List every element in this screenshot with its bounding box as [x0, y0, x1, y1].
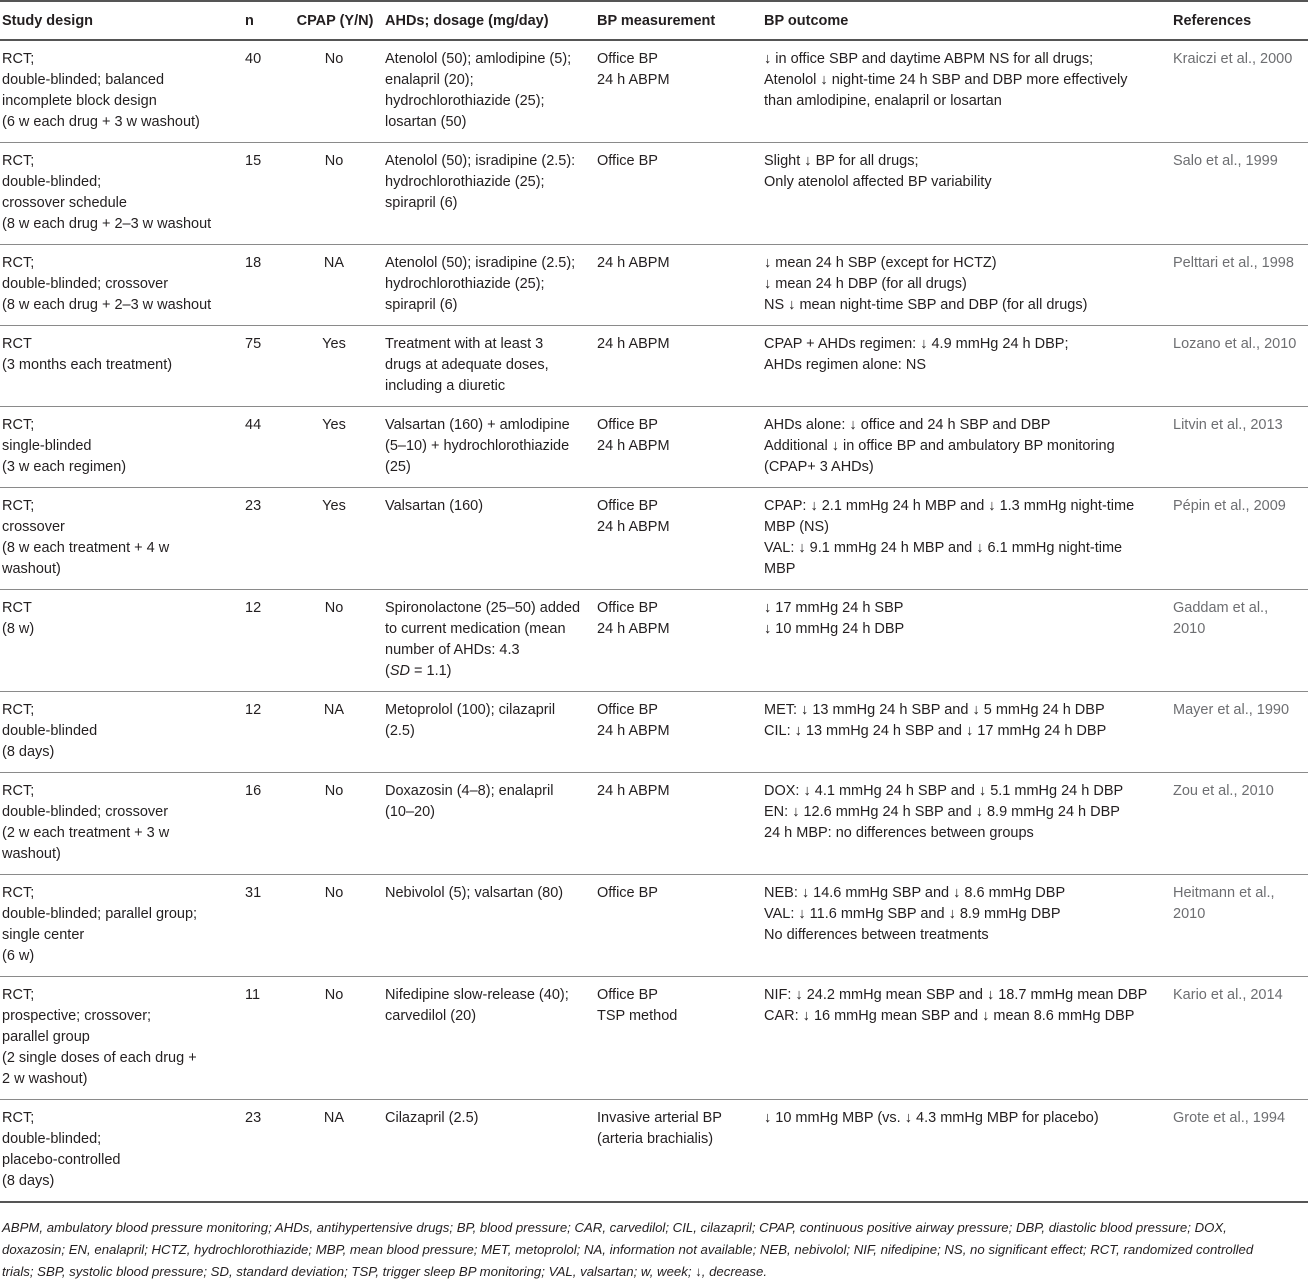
cell-ahds [383, 326, 595, 407]
table-row [0, 143, 1308, 245]
cell-line: 24 h ABPM [597, 255, 670, 271]
cell-line: Valsartan (160) [385, 498, 484, 514]
table-footnote [2, 1217, 1306, 1283]
cell-study-design [0, 692, 243, 773]
cell-line: single center [2, 927, 85, 943]
cell-cpap [285, 143, 383, 245]
header-cpap: CPAP (Y/N) [285, 1, 383, 40]
header-ahds: AHDs; dosage (mg/day) [383, 1, 595, 40]
cell-line: crossover [2, 519, 65, 535]
table-row [0, 773, 1308, 875]
cell-line: 40 [245, 51, 262, 67]
cell-line: RCT; [2, 987, 35, 1003]
cell-line: Grote et al., 1994 [1173, 1110, 1286, 1126]
cell-line: 24 h ABPM [597, 336, 670, 352]
cell-n [243, 773, 285, 875]
cell-line: 11 [245, 987, 261, 1003]
cell-line: NA [323, 255, 345, 271]
cell-line: RCT; [2, 498, 35, 514]
cell-bp-measurement [595, 590, 762, 692]
cell-line: ↓ in office SBP and daytime ABPM NS for all drugs; [764, 51, 1094, 67]
cell-study-design [0, 407, 243, 488]
cell-cpap [285, 40, 383, 143]
cell-line: ↓ 17 mmHg 24 h SBP [764, 600, 904, 616]
cell-line: 2010 [1173, 906, 1206, 922]
cell-line: Office BP [597, 417, 658, 433]
cell-n [243, 407, 285, 488]
cell-line: NEB: ↓ 14.6 mmHg SBP and ↓ 8.6 mmHg DBP [764, 885, 1066, 901]
cell-line: Nebivolol (5); valsartan (80) [385, 885, 564, 901]
cell-line: Treatment with at least 3 [385, 336, 544, 352]
cell-bp-measurement [595, 977, 762, 1100]
cell-line: Metoprolol (100); cilazapril [385, 702, 556, 718]
cell-line: RCT; [2, 885, 35, 901]
cell-line: (3 w each regimen) [2, 459, 127, 475]
cell-cpap [285, 407, 383, 488]
cell-line: VAL: ↓ 9.1 mmHg 24 h MBP and ↓ 6.1 mmHg night-time [764, 540, 1123, 556]
cell-bp-outcome [762, 977, 1171, 1100]
cell-line: Nifedipine slow-release (40); [385, 987, 569, 1003]
table-row [0, 245, 1308, 326]
cell-line: No [324, 987, 344, 1003]
cell-line: 75 [245, 336, 262, 352]
cell-line: 31 [245, 885, 262, 901]
cell-line: Yes [322, 498, 346, 514]
cell-cpap [285, 1100, 383, 1203]
cell-bp-outcome [762, 488, 1171, 590]
cell-bp-outcome [762, 773, 1171, 875]
cell-line: Atenolol (50); isradipine (2.5): [385, 153, 576, 169]
header-n: n [243, 1, 285, 40]
cell-line: Valsartan (160) + amlodipine [385, 417, 570, 433]
cell-line: 23 [245, 498, 262, 514]
cell-bp-outcome [762, 1100, 1171, 1203]
cell-bp-outcome [762, 590, 1171, 692]
cell-study-design [0, 488, 243, 590]
cell-reference [1171, 143, 1308, 245]
cell-line: (arteria brachialis) [597, 1131, 714, 1147]
cell-line: NIF: ↓ 24.2 mmHg mean SBP and ↓ 18.7 mmHg mean DBP [764, 987, 1148, 1003]
cell-n [243, 326, 285, 407]
cell-bp-measurement [595, 143, 762, 245]
cell-ahds [383, 245, 595, 326]
cell-study-design [0, 875, 243, 977]
cell-line: incomplete block design [2, 93, 157, 109]
cell-line: (8 w each drug + 2–3 w washout [2, 297, 212, 313]
cell-line: Pelttari et al., 1998 [1173, 255, 1294, 271]
cell-ahds [383, 875, 595, 977]
cell-line: Zou et al., 2010 [1173, 783, 1274, 799]
cell-study-design [0, 773, 243, 875]
cell-line: drugs at adequate doses, [385, 357, 549, 373]
cell-line: (5–10) + hydrochlorothiazide [385, 438, 570, 454]
cell-line: Kraiczi et al., 2000 [1173, 51, 1293, 67]
cell-line: ↓ mean 24 h DBP (for all drugs) [764, 276, 967, 292]
cell-line: Atenolol (50); amlodipine (5); [385, 51, 572, 67]
cell-line: (8 w each drug + 2–3 w washout [2, 216, 212, 232]
cell-line: including a diuretic [385, 378, 506, 394]
cell-line: RCT [2, 600, 32, 616]
cell-bp-measurement [595, 488, 762, 590]
cell-line: NA [323, 1110, 345, 1126]
cell-line: double-blinded [2, 723, 98, 739]
cell-n [243, 1100, 285, 1203]
cell-line: CPAP + AHDs regimen: ↓ 4.9 mmHg 24 h DBP; [764, 336, 1069, 352]
cell-bp-outcome [762, 875, 1171, 977]
cell-line: Yes [322, 336, 346, 352]
cell-bp-measurement [595, 1100, 762, 1203]
cell-line: RCT; [2, 255, 35, 271]
cell-line: EN: ↓ 12.6 mmHg 24 h SBP and ↓ 8.9 mmHg 24 h DBP [764, 804, 1120, 820]
footnote-line: doxazosin; EN, enalapril; HCTZ, hydrochlorothiazide; MBP, mean blood pressure; MET, metoprolol; NA, information not available; NEB, nebivolol; NIF, nifedipine; NS, no significant effect; RCT, randomized controlled [2, 1242, 1254, 1257]
cell-line: RCT; [2, 702, 35, 718]
cell-line: Office BP [597, 885, 658, 901]
cell-line: (2 single doses of each drug + [2, 1050, 197, 1066]
cell-line: (10–20) [385, 804, 435, 820]
cell-n [243, 590, 285, 692]
header-row [0, 1, 1308, 40]
cell-bp-outcome [762, 326, 1171, 407]
cell-line: No [324, 600, 344, 616]
cell-bp-measurement [595, 692, 762, 773]
cell-line: Litvin et al., 2013 [1173, 417, 1283, 433]
cell-study-design [0, 245, 243, 326]
table-row [0, 488, 1308, 590]
cell-line: washout) [2, 846, 61, 862]
cell-line: 18 [245, 255, 262, 271]
cell-line: Kario et al., 2014 [1173, 987, 1283, 1003]
cell-line: spirapril (6) [385, 195, 458, 211]
cell-cpap [285, 245, 383, 326]
cell-ahds [383, 488, 595, 590]
cell-bp-outcome [762, 40, 1171, 143]
cell-line: Heitmann et al., [1173, 885, 1275, 901]
cell-line: ↓ 10 mmHg 24 h DBP [764, 621, 905, 637]
table-row [0, 692, 1308, 773]
cell-line: (SD = 1.1) [385, 663, 452, 679]
table-row [0, 40, 1308, 143]
cell-line: TSP method [597, 1008, 678, 1024]
footnote-line: ABPM, ambulatory blood pressure monitoring; AHDs, antihypertensive drugs; BP, blood pressure; CAR, carvedilol; CIL, cilazapril; CPAP, continuous positive airway pressure; DBP, diastolic blood pressure; DOX, [2, 1220, 1227, 1235]
cell-line: number of AHDs: 4.3 [385, 642, 520, 658]
cell-study-design [0, 40, 243, 143]
cell-line: Additional ↓ in office BP and ambulatory BP monitoring [764, 438, 1115, 454]
cell-bp-measurement [595, 407, 762, 488]
cell-line: (2 w each treatment + 3 w [2, 825, 170, 841]
cell-line: losartan (50) [385, 114, 467, 130]
cell-line: Office BP [597, 702, 658, 718]
cell-line: double-blinded; crossover [2, 804, 169, 820]
cell-line: Office BP [597, 600, 658, 616]
cell-ahds [383, 977, 595, 1100]
cell-reference [1171, 488, 1308, 590]
cell-cpap [285, 488, 383, 590]
cell-line: 12 [245, 702, 262, 718]
cell-line: (8 w each treatment + 4 w [2, 540, 170, 556]
cell-line: double-blinded; balanced [2, 72, 165, 88]
cell-line: CPAP: ↓ 2.1 mmHg 24 h MBP and ↓ 1.3 mmHg night-time [764, 498, 1135, 514]
table-row [0, 1100, 1308, 1203]
cell-line: (8 days) [2, 744, 55, 760]
cell-line: (CPAP+ 3 AHDs) [764, 459, 874, 475]
cell-bp-measurement [595, 245, 762, 326]
header-references: References [1171, 1, 1308, 40]
cell-line: 16 [245, 783, 262, 799]
cell-line: No [324, 51, 344, 67]
cell-line: washout) [2, 561, 61, 577]
table-row [0, 407, 1308, 488]
cell-ahds [383, 692, 595, 773]
table-body [0, 40, 1308, 1202]
cell-bp-measurement [595, 875, 762, 977]
cell-line: Atenolol ↓ night-time 24 h SBP and DBP more effectively [764, 72, 1128, 88]
cell-cpap [285, 326, 383, 407]
cell-line: No [324, 153, 344, 169]
cell-line: 24 h MBP: no differences between groups [764, 825, 1034, 841]
cell-line: RCT; [2, 1110, 35, 1126]
cell-n [243, 692, 285, 773]
header-bp-measurement: BP measurement [595, 1, 762, 40]
cell-line: Cilazapril (2.5) [385, 1110, 479, 1126]
cell-line: to current medication (mean [385, 621, 566, 637]
cell-line: RCT [2, 336, 32, 352]
cell-study-design [0, 977, 243, 1100]
cell-line: Office BP [597, 498, 658, 514]
cell-study-design [0, 1100, 243, 1203]
cell-reference [1171, 40, 1308, 143]
cell-line: RCT; [2, 783, 35, 799]
cell-line: MET: ↓ 13 mmHg 24 h SBP and ↓ 5 mmHg 24 h DBP [764, 702, 1105, 718]
cell-line: Only atenolol affected BP variability [764, 174, 992, 190]
cell-line: 24 h ABPM [597, 72, 670, 88]
cell-line: MBP [764, 561, 796, 577]
cell-line: than amlodipine, enalapril or losartan [764, 93, 1002, 109]
cell-n [243, 875, 285, 977]
cell-line: double-blinded; parallel group; [2, 906, 198, 922]
cell-line: double-blinded; [2, 174, 102, 190]
cell-line: Office BP [597, 987, 658, 1003]
cell-line: 24 h ABPM [597, 783, 670, 799]
cell-reference [1171, 1100, 1308, 1203]
table-row [0, 326, 1308, 407]
cell-bp-measurement [595, 773, 762, 875]
cell-line: spirapril (6) [385, 297, 458, 313]
cell-n [243, 245, 285, 326]
cell-reference [1171, 326, 1308, 407]
cell-line: Slight ↓ BP for all drugs; [764, 153, 919, 169]
cell-line: RCT; [2, 51, 35, 67]
cell-line: 24 h ABPM [597, 519, 670, 535]
cell-line: (6 w) [2, 948, 35, 964]
cell-line: carvedilol (20) [385, 1008, 477, 1024]
cell-line: Office BP [597, 51, 658, 67]
cell-reference [1171, 245, 1308, 326]
cell-line: CAR: ↓ 16 mmHg mean SBP and ↓ mean 8.6 mmHg DBP [764, 1008, 1135, 1024]
cell-line: 44 [245, 417, 262, 433]
cell-line: 12 [245, 600, 262, 616]
cell-reference [1171, 773, 1308, 875]
cell-line: Gaddam et al., [1173, 600, 1269, 616]
cell-n [243, 40, 285, 143]
cell-cpap [285, 875, 383, 977]
cell-line: 24 h ABPM [597, 438, 670, 454]
cell-line: DOX: ↓ 4.1 mmHg 24 h SBP and ↓ 5.1 mmHg 24 h DBP [764, 783, 1124, 799]
cell-line: 24 h ABPM [597, 723, 670, 739]
cell-line: Atenolol (50); isradipine (2.5); [385, 255, 576, 271]
cell-line: Lozano et al., 2010 [1173, 336, 1297, 352]
cell-line: (8 days) [2, 1173, 55, 1189]
cell-n [243, 143, 285, 245]
footnote-line: trials; SBP, systolic blood pressure; SD, standard deviation; TSP, trigger sleep BP monitoring; VAL, valsartan; w, week; ↓, decrease. [2, 1264, 768, 1279]
cell-line: CIL: ↓ 13 mmHg 24 h SBP and ↓ 17 mmHg 24 h DBP [764, 723, 1107, 739]
header-bp-outcome: BP outcome [762, 1, 1171, 40]
cell-line: (25) [385, 459, 411, 475]
cell-line: No [324, 885, 344, 901]
cell-bp-measurement [595, 40, 762, 143]
cell-line: No differences between treatments [764, 927, 989, 943]
cell-reference [1171, 875, 1308, 977]
cell-line: Mayer et al., 1990 [1173, 702, 1290, 718]
cell-line: RCT; [2, 417, 35, 433]
cell-line: 2010 [1173, 621, 1206, 637]
table-row [0, 977, 1308, 1100]
cell-ahds [383, 590, 595, 692]
cell-study-design [0, 326, 243, 407]
cell-reference [1171, 407, 1308, 488]
cell-line: (3 months each treatment) [2, 357, 173, 373]
cell-reference [1171, 977, 1308, 1100]
cell-line: AHDs alone: ↓ office and 24 h SBP and DBP [764, 417, 1051, 433]
cell-line: (2.5) [385, 723, 415, 739]
cell-ahds [383, 40, 595, 143]
cell-line: 2 w washout) [2, 1071, 88, 1087]
cell-line: 23 [245, 1110, 262, 1126]
cell-line: No [324, 783, 344, 799]
cell-cpap [285, 692, 383, 773]
cell-line: AHDs regimen alone: NS [764, 357, 926, 373]
cell-n [243, 977, 285, 1100]
cell-cpap [285, 590, 383, 692]
cell-reference [1171, 590, 1308, 692]
cell-line: Doxazosin (4–8); enalapril [385, 783, 554, 799]
cell-reference [1171, 692, 1308, 773]
cell-line: MBP (NS) [764, 519, 829, 535]
cell-line: 15 [245, 153, 262, 169]
cell-ahds [383, 407, 595, 488]
cell-line: crossover schedule [2, 195, 127, 211]
cell-cpap [285, 977, 383, 1100]
cell-line: ↓ 10 mmHg MBP (vs. ↓ 4.3 mmHg MBP for placebo) [764, 1110, 1099, 1126]
cell-line: placebo-controlled [2, 1152, 121, 1168]
header-study-design: Study design [0, 1, 243, 40]
cell-line: NS ↓ mean night-time SBP and DBP (for all drugs) [764, 297, 1088, 313]
cell-line: Invasive arterial BP [597, 1110, 722, 1126]
cell-line: hydrochlorothiazide (25); [385, 276, 545, 292]
cell-line: double-blinded; crossover [2, 276, 169, 292]
cell-ahds [383, 773, 595, 875]
cell-line: single-blinded [2, 438, 92, 454]
cell-bp-measurement [595, 326, 762, 407]
cell-line: Salo et al., 1999 [1173, 153, 1278, 169]
cell-study-design [0, 143, 243, 245]
cell-bp-outcome [762, 143, 1171, 245]
cell-line: (6 w each drug + 3 w washout) [2, 114, 200, 130]
table-row [0, 875, 1308, 977]
cell-line: hydrochlorothiazide (25); [385, 174, 545, 190]
cell-bp-outcome [762, 692, 1171, 773]
cell-line: Pépin et al., 2009 [1173, 498, 1286, 514]
cell-line: (8 w) [2, 621, 35, 637]
table-row [0, 590, 1308, 692]
cell-line: Spironolactone (25–50) added [385, 600, 581, 616]
cell-line: RCT; [2, 153, 35, 169]
cell-line: 24 h ABPM [597, 621, 670, 637]
cell-line: Yes [322, 417, 346, 433]
cell-line: ↓ mean 24 h SBP (except for HCTZ) [764, 255, 997, 271]
cell-line: prospective; crossover; [2, 1008, 152, 1024]
cell-line: NA [323, 702, 345, 718]
cell-bp-outcome [762, 245, 1171, 326]
cell-line: hydrochlorothiazide (25); [385, 93, 545, 109]
cell-n [243, 488, 285, 590]
cell-line: enalapril (20); [385, 72, 474, 88]
cell-line: VAL: ↓ 11.6 mmHg SBP and ↓ 8.9 mmHg DBP [764, 906, 1061, 922]
cell-ahds [383, 143, 595, 245]
cell-bp-outcome [762, 407, 1171, 488]
cell-line: parallel group [2, 1029, 90, 1045]
cell-study-design [0, 590, 243, 692]
cell-line: double-blinded; [2, 1131, 102, 1147]
cell-ahds [383, 1100, 595, 1203]
cell-line: Office BP [597, 153, 658, 169]
cell-cpap [285, 773, 383, 875]
